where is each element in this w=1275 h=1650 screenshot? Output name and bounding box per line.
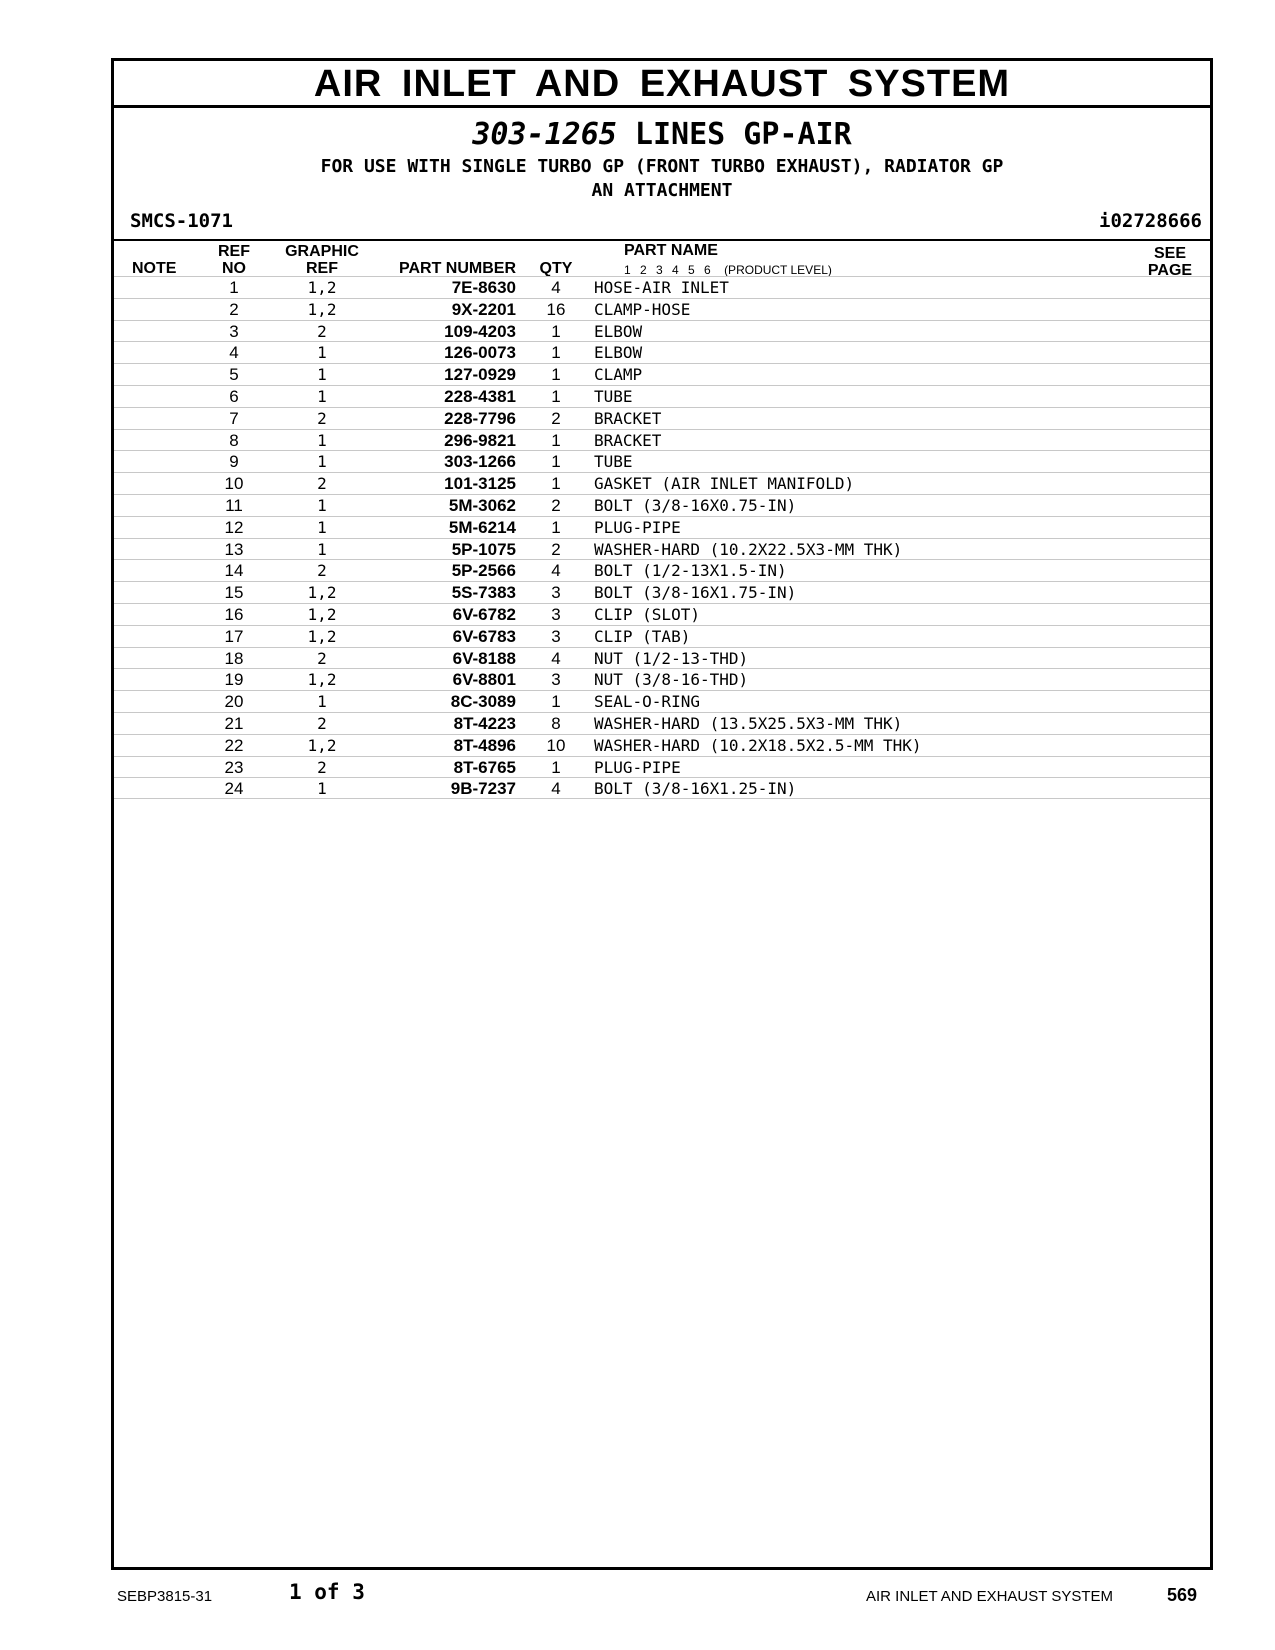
footer-section-name: AIR INLET AND EXHAUST SYSTEM — [865, 1588, 1113, 1605]
graphic-ref-cell: 2 — [317, 648, 327, 668]
ref-no-cell: 16 — [224, 604, 244, 624]
qty-cell: 1 — [551, 517, 561, 537]
part-number-cell: 296-9821 — [444, 430, 516, 450]
part-number-cell: 6V-6782 — [452, 604, 516, 624]
graphic-ref-cell: 1 — [317, 343, 327, 363]
subtitle-line-2: AN ATTACHMENT — [591, 180, 733, 201]
qty-cell: 1 — [551, 365, 561, 385]
ref-no-cell: 24 — [224, 779, 244, 799]
part-name-cell: CLAMP-HOSE — [594, 299, 691, 319]
group-name: LINES GP-AIR — [634, 117, 852, 152]
part-name-cell: WASHER-HARD (10.2X18.5X2.5-MM THK) — [594, 735, 922, 755]
part-number-cell: 6V-6783 — [452, 626, 516, 646]
ref-no-cell: 15 — [224, 583, 244, 603]
part-name-cell: WASHER-HARD (10.2X22.5X3-MM THK) — [594, 539, 903, 559]
part-number-cell: 5M-6214 — [448, 517, 516, 537]
column-header-ref-no — [212, 243, 256, 277]
part-name-cell: CLAMP — [594, 365, 643, 385]
table-row — [114, 276, 1210, 298]
part-name-cell: CLIP (TAB) — [594, 626, 691, 646]
table-row — [114, 472, 1210, 494]
part-number-cell: 8T-4223 — [453, 713, 516, 733]
table-row — [114, 603, 1210, 625]
smcs-code: SMCS-1071 — [130, 210, 233, 232]
page-footer — [0, 1574, 1275, 1614]
graphic-ref-cell: 1 — [317, 495, 327, 515]
column-header-see-line1: SEE — [1153, 245, 1186, 262]
part-name-cell: SEAL-O-RING — [594, 692, 700, 712]
part-name-cell: ELBOW — [594, 321, 643, 341]
table-row — [114, 429, 1210, 451]
part-name-cell: BOLT (3/8-16X1.25-IN) — [594, 779, 797, 799]
ref-no-cell: 20 — [224, 692, 244, 712]
part-name-cell: BRACKET — [594, 408, 662, 428]
qty-cell: 1 — [551, 692, 561, 712]
graphic-ref-cell: 2 — [317, 757, 327, 777]
qty-cell: 4 — [551, 779, 561, 799]
ref-no-cell: 7 — [229, 408, 239, 428]
qty-cell: 1 — [551, 452, 561, 472]
table-row — [114, 625, 1210, 647]
part-name-cell: BOLT (3/8-16X1.75-IN) — [594, 583, 797, 603]
table-row — [114, 385, 1210, 407]
ref-no-cell: 11 — [225, 495, 243, 515]
qty-cell: 10 — [546, 735, 566, 755]
column-header-ref-line2: NO — [222, 260, 246, 277]
part-name-cell: HOSE-AIR INLET — [594, 278, 729, 297]
column-header-ref-line1: REF — [218, 243, 250, 260]
footer-page-of: 1 of 3 — [289, 1580, 365, 1604]
graphic-ref-cell: 2 — [317, 474, 327, 494]
qty-cell: 3 — [551, 670, 561, 690]
part-name-cell: WASHER-HARD (13.5X25.5X3-MM THK) — [594, 713, 903, 733]
table-row — [114, 647, 1210, 669]
part-number-cell: 126-0073 — [444, 343, 516, 363]
ref-no-cell: 13 — [224, 539, 244, 559]
group-part-number: 303-1265 — [472, 117, 617, 152]
graphic-ref-cell: 1,2 — [307, 299, 337, 319]
qty-cell: 16 — [546, 299, 566, 319]
table-row — [114, 581, 1210, 603]
table-row — [114, 668, 1210, 690]
qty-cell: 4 — [551, 648, 561, 668]
part-name-cell: ELBOW — [594, 343, 643, 363]
part-number-cell: 101-3125 — [444, 474, 516, 494]
part-number-cell: 6V-8801 — [452, 670, 516, 690]
qty-cell: 1 — [551, 321, 561, 341]
part-name-cell: NUT (1/2-13-THD) — [594, 648, 749, 668]
part-number-cell: 109-4203 — [444, 321, 516, 341]
product-level-label: (PRODUCT LEVEL) — [724, 263, 832, 277]
part-number-cell: 7E-8630 — [451, 278, 516, 297]
ref-no-cell: 9 — [229, 452, 239, 472]
graphic-ref-cell: 1,2 — [307, 626, 337, 646]
table-row — [114, 407, 1210, 429]
part-number-cell: 127-0929 — [444, 365, 516, 385]
table-row — [114, 756, 1210, 778]
ref-no-cell: 1 — [229, 278, 239, 297]
graphic-ref-cell: 2 — [317, 713, 327, 733]
graphic-ref-cell: 1 — [317, 452, 327, 472]
group-title — [114, 117, 1210, 153]
table-row — [114, 538, 1210, 560]
column-header-graphic-line1: GRAPHIC — [285, 243, 359, 260]
product-level-numbers: 1 2 3 4 5 6 — [624, 263, 711, 277]
part-number-cell: 8C-3089 — [450, 692, 516, 712]
ref-no-cell: 3 — [229, 321, 239, 341]
section-title: AIR INLET AND EXHAUST SYSTEM — [114, 61, 1210, 108]
column-header-graphic-ref — [282, 243, 362, 277]
qty-cell: 3 — [551, 626, 561, 646]
table-row — [114, 450, 1210, 472]
header-divider — [114, 239, 1210, 241]
qty-cell: 2 — [551, 495, 561, 515]
document-ident: i02728666 — [1099, 210, 1202, 232]
ref-no-cell: 18 — [224, 648, 244, 668]
part-name-cell: BRACKET — [594, 430, 662, 450]
qty-cell: 1 — [551, 474, 561, 494]
graphic-ref-cell: 2 — [317, 321, 327, 341]
table-row — [114, 320, 1210, 342]
part-name-cell: PLUG-PIPE — [594, 517, 681, 537]
graphic-ref-cell: 1 — [317, 386, 327, 406]
part-number-cell: 228-4381 — [444, 386, 516, 406]
table-row — [114, 559, 1210, 581]
table-row — [114, 494, 1210, 516]
qty-cell: 2 — [551, 539, 561, 559]
table-row — [114, 777, 1210, 799]
column-header-graphic-line2: REF — [306, 260, 338, 277]
table-row — [114, 734, 1210, 756]
ref-no-cell: 17 — [224, 626, 244, 646]
qty-cell: 4 — [551, 278, 561, 297]
column-header-see-line2: PAGE — [1147, 262, 1193, 279]
graphic-ref-cell: 1,2 — [307, 670, 337, 690]
graphic-ref-cell: 1 — [317, 539, 327, 559]
part-number-cell: 9X-2201 — [451, 299, 516, 319]
graphic-ref-cell: 1 — [317, 517, 327, 537]
part-number-cell: 303-1266 — [444, 452, 516, 472]
subtitle-line-1: FOR USE WITH SINGLE TURBO GP (FRONT TURBO EXHAUST), RADIATOR GP — [320, 156, 1004, 177]
ref-no-cell: 21 — [224, 713, 244, 733]
part-number-cell: 5P-1075 — [451, 539, 516, 559]
part-name-cell: BOLT (3/8-16X0.75-IN) — [594, 495, 797, 515]
ref-no-cell: 22 — [224, 735, 244, 755]
qty-cell: 1 — [551, 343, 561, 363]
ref-no-cell: 2 — [229, 299, 239, 319]
part-number-cell: 9B-7237 — [450, 779, 516, 799]
ref-no-cell: 23 — [224, 757, 244, 777]
table-row — [114, 690, 1210, 712]
table-row — [114, 516, 1210, 538]
product-levels — [624, 263, 832, 277]
part-name-cell: GASKET (AIR INLET MANIFOLD) — [594, 474, 855, 494]
graphic-ref-cell: 2 — [317, 408, 327, 428]
table-row — [114, 712, 1210, 734]
qty-cell: 1 — [551, 430, 561, 450]
part-number-cell: 5S-7383 — [451, 583, 516, 603]
ref-no-cell: 4 — [229, 343, 239, 363]
graphic-ref-cell: 1,2 — [307, 735, 337, 755]
graphic-ref-cell: 1,2 — [307, 583, 337, 603]
part-name-cell: NUT (3/8-16-THD) — [594, 670, 749, 690]
column-header-see-page — [1140, 245, 1200, 279]
qty-cell: 2 — [551, 408, 561, 428]
column-header-part-number: PART NUMBER — [398, 260, 516, 277]
column-header-part-name: PART NAME — [624, 242, 718, 259]
ref-no-cell: 8 — [229, 430, 239, 450]
parts-page-frame — [111, 58, 1213, 1570]
graphic-ref-cell: 1,2 — [307, 604, 337, 624]
part-number-cell: 6V-8188 — [452, 648, 516, 668]
ref-no-cell: 5 — [229, 365, 239, 385]
ref-no-cell: 14 — [224, 561, 244, 581]
part-number-cell: 8T-6765 — [453, 757, 516, 777]
qty-cell: 4 — [551, 561, 561, 581]
graphic-ref-cell: 2 — [317, 561, 327, 581]
footer-document-number: SEBP3815-31 — [117, 1588, 213, 1605]
table-row — [114, 298, 1210, 320]
table-row — [114, 363, 1210, 385]
table-row — [114, 341, 1210, 363]
parts-table — [114, 276, 1210, 799]
part-number-cell: 5M-3062 — [448, 495, 516, 515]
qty-cell: 3 — [551, 583, 561, 603]
part-name-cell: TUBE — [594, 452, 633, 472]
part-name-cell: PLUG-PIPE — [594, 757, 681, 777]
graphic-ref-cell: 1 — [317, 779, 327, 799]
ref-no-cell: 6 — [229, 386, 239, 406]
ref-no-cell: 10 — [224, 474, 244, 494]
column-header-note: NOTE — [132, 260, 177, 277]
ref-no-cell: 19 — [224, 670, 244, 690]
qty-cell: 8 — [551, 713, 561, 733]
qty-cell: 1 — [551, 386, 561, 406]
ref-no-cell: 12 — [224, 517, 244, 537]
qty-cell: 1 — [551, 757, 561, 777]
part-name-cell: TUBE — [594, 386, 633, 406]
graphic-ref-cell: 1 — [317, 692, 327, 712]
footer-page-number: 569 — [1166, 1585, 1197, 1605]
part-number-cell: 5P-2566 — [451, 561, 516, 581]
part-number-cell: 8T-4896 — [453, 735, 516, 755]
column-header-qty: QTY — [539, 260, 573, 277]
part-name-cell: CLIP (SLOT) — [594, 604, 700, 624]
part-number-cell: 228-7796 — [444, 408, 516, 428]
graphic-ref-cell: 1 — [317, 365, 327, 385]
graphic-ref-cell: 1,2 — [307, 278, 337, 297]
part-name-cell: BOLT (1/2-13X1.5-IN) — [594, 561, 787, 581]
graphic-ref-cell: 1 — [317, 430, 327, 450]
qty-cell: 3 — [551, 604, 561, 624]
